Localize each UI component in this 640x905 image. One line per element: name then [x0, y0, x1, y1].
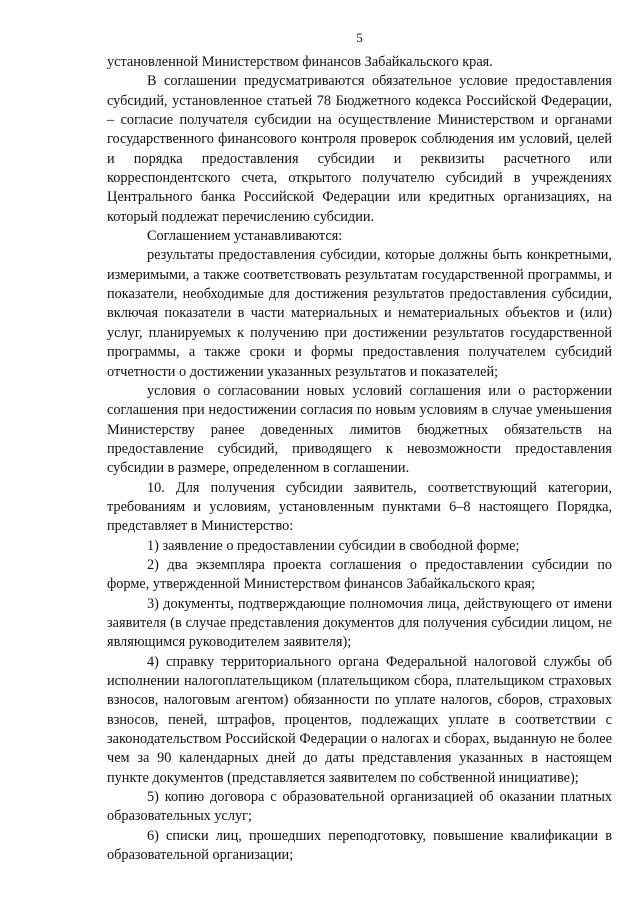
document-body [107, 53, 612, 865]
list-item: 6) списки лиц, прошедших переподготовку, повышение квалификации в образовательной организации; [107, 827, 612, 864]
paragraph: условия о согласовании новых условий соглашения или о расторжении соглашения при недостижении согласия по новым условиям в случае уменьшения Министерству ранее доведенных лимитов бюджетных обязательств на предоставление субсидий, приводящего к невозможности предоставления субсидии в размере, определенном в соглашении. [107, 382, 612, 477]
list-item: 5) копию договора с образовательной организацией об оказании платных образовательных услуг; [107, 789, 612, 825]
paragraph: установленной Министерством финансов Забайкальского края. [107, 54, 493, 70]
page-number: 5 [356, 30, 363, 45]
paragraph: Соглашением устанавливаются: [147, 228, 343, 245]
list-item: 2) два экземпляра проекта соглашения о предоставлении субсидии по форме, утвержденной Министерством финансов Забайкальского края; [107, 556, 612, 593]
list-item: 1) заявление о предоставлении субсидии в свободной форме; [147, 537, 520, 554]
list-item: 3) документы, подтверждающие полномочия лица, действующего от имени заявителя (в случае представления документов для получения субсидии лицом, не являющимся руководителем заявителя); [107, 595, 612, 651]
paragraph: 10. Для получения субсидии заявитель, соответствующий категории, требованиям и условиям, установленным пунктами 6–8 настоящего Порядка, представляет в Министерство: [107, 479, 612, 535]
paragraph: В соглашении предусматриваются обязательное условие предоставления субсидий, установленное статьей 78 Бюджетного кодекса Российской Федерации, – согласие получателя субсидии на осуществление Министерством и органами государственного финансового контроля проверок соблюдения им условий, целей и порядка предоставления субсидии и реквизиты расчетного или корреспондентского счета, открытого получателю субсидий в учреждениях Центрального банка Российской Федерации или кредитных организациях, на который подлежат перечислению субсидии. [107, 73, 612, 225]
list-item: 4) справку территориального органа Федеральной налоговой службы об исполнении налогоплательщиком (плательщиком сбора, плательщиком страховых взносов, налоговым агентом) обязанности по уплате налогов, сборов, страховых взносов, пеней, штрафов, процентов, подлежащих уплате в соответствии с законодательством Российской Федерации о налогах и сборах, выданную не более чем за 90 календарных дней до даты представления указанных в настоящем пункте документов (представляется заявителем по собственной инициативе); [107, 653, 612, 786]
paragraph: результаты предоставления субсидии, которые должны быть конкретными, измеримыми, а также соответствовать результатам государственной программы, и показатели, необходимые для достижения результатов предоставления субсидии, включая показатели в части материальных и нематериальных объектов и (или) услуг, планируемых к получению при достижении результатов государственной программы, а также сроки и формы предоставления получателем субсидий отчетности о достижении указанных результатов и показателей; [107, 247, 612, 380]
